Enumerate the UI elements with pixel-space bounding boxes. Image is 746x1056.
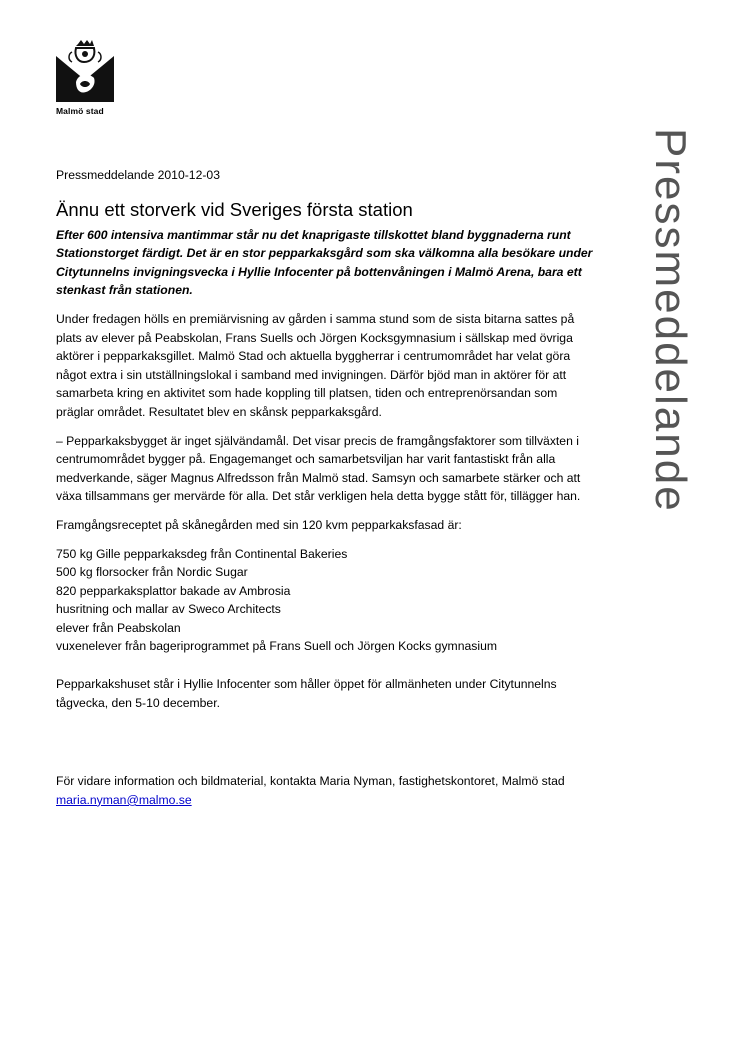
lead-paragraph: Efter 600 intensiva mantimmar står nu det knaprigaste tillskottet bland byggnaderna runt Stationstorget färdigt. Det är en stor pepparkaksgård som ska välkomna alla besökare under Citytunnelns invigningsvecka i Hyllie Infocenter på bottenvåningen i Malmö Arena, bara ett stenkast från stationen.	[56, 227, 593, 298]
closing-paragraph: Pepparkakshuset står i Hyllie Infocenter som håller öppet för allmänheten under Citytunnelns tågvecka, den 5-10 december.	[56, 677, 557, 710]
ingredient-list	[56, 545, 596, 657]
coat-of-arms-icon	[54, 38, 116, 108]
list-item: 750 kg Gille pepparkaksdeg från Continental Bakeries	[56, 546, 348, 561]
side-title: Pressmeddelande	[646, 128, 695, 513]
dateline: Pressmeddelande 2010-12-03	[56, 168, 220, 182]
logo-text: Malmö stad	[56, 106, 104, 116]
list-item: 820 pepparkaksplattor bakade av Ambrosia	[56, 583, 291, 598]
headline: Ännu ett storverk vid Sveriges första station	[56, 198, 413, 220]
list-item: husritning och mallar av Sweco Architects	[56, 602, 281, 617]
contact-text: För vidare information och bildmaterial, kontakta Maria Nyman, fastighetskontoret, Malmö stad	[56, 774, 565, 789]
recipe-intro: Framgångsreceptet på skånegården med sin 120 kvm pepparkaksfasad är:	[56, 517, 462, 532]
email-link[interactable]: maria.nyman@malmo.se	[56, 792, 192, 807]
press-release-body	[56, 166, 596, 809]
body-paragraph: Under fredagen hölls en premiärvisning av gården i samma stund som de sista bitarna sattes på plats av elever på Peabskolan, Frans Suells och Jörgen Kocksgymnasium i sällskap med övriga aktörer i pepparkaksgillet. Malmö Stad och aktuella byggherrar i centrumområdet har velat göra något extra i sin utställningslokal i samband med invigningen. Därför bjöd man in aktörer för att samarbeta kring en aktivitet som hade koppling till platsen, tiden och entreprenörsandan som präglar området. Resultatet blev en skånsk pepparkaksgård.	[56, 311, 575, 419]
list-item: vuxenelever från bageriprogrammet på Frans Suell och Jörgen Kocks gymnasium	[56, 639, 497, 654]
list-item: elever från Peabskolan	[56, 620, 181, 635]
quote-paragraph: – Pepparkaksbygget är inget självändamål. Det visar precis de framgångsfaktorer som tillväxten i centrumområdet bygger på. Engagemanget och samarbetsviljan har varit fantastiskt från alla medverkande, säger Magnus Alfredsson från Malmö stad. Samsyn och samarbete stärker och att växa tillsammans ger mervärde för alla. Det står verkligen hela detta bygge stått för, tillägger han.	[56, 433, 581, 504]
contact-section	[56, 772, 596, 809]
list-item: 500 kg florsocker från Nordic Sugar	[56, 565, 248, 580]
